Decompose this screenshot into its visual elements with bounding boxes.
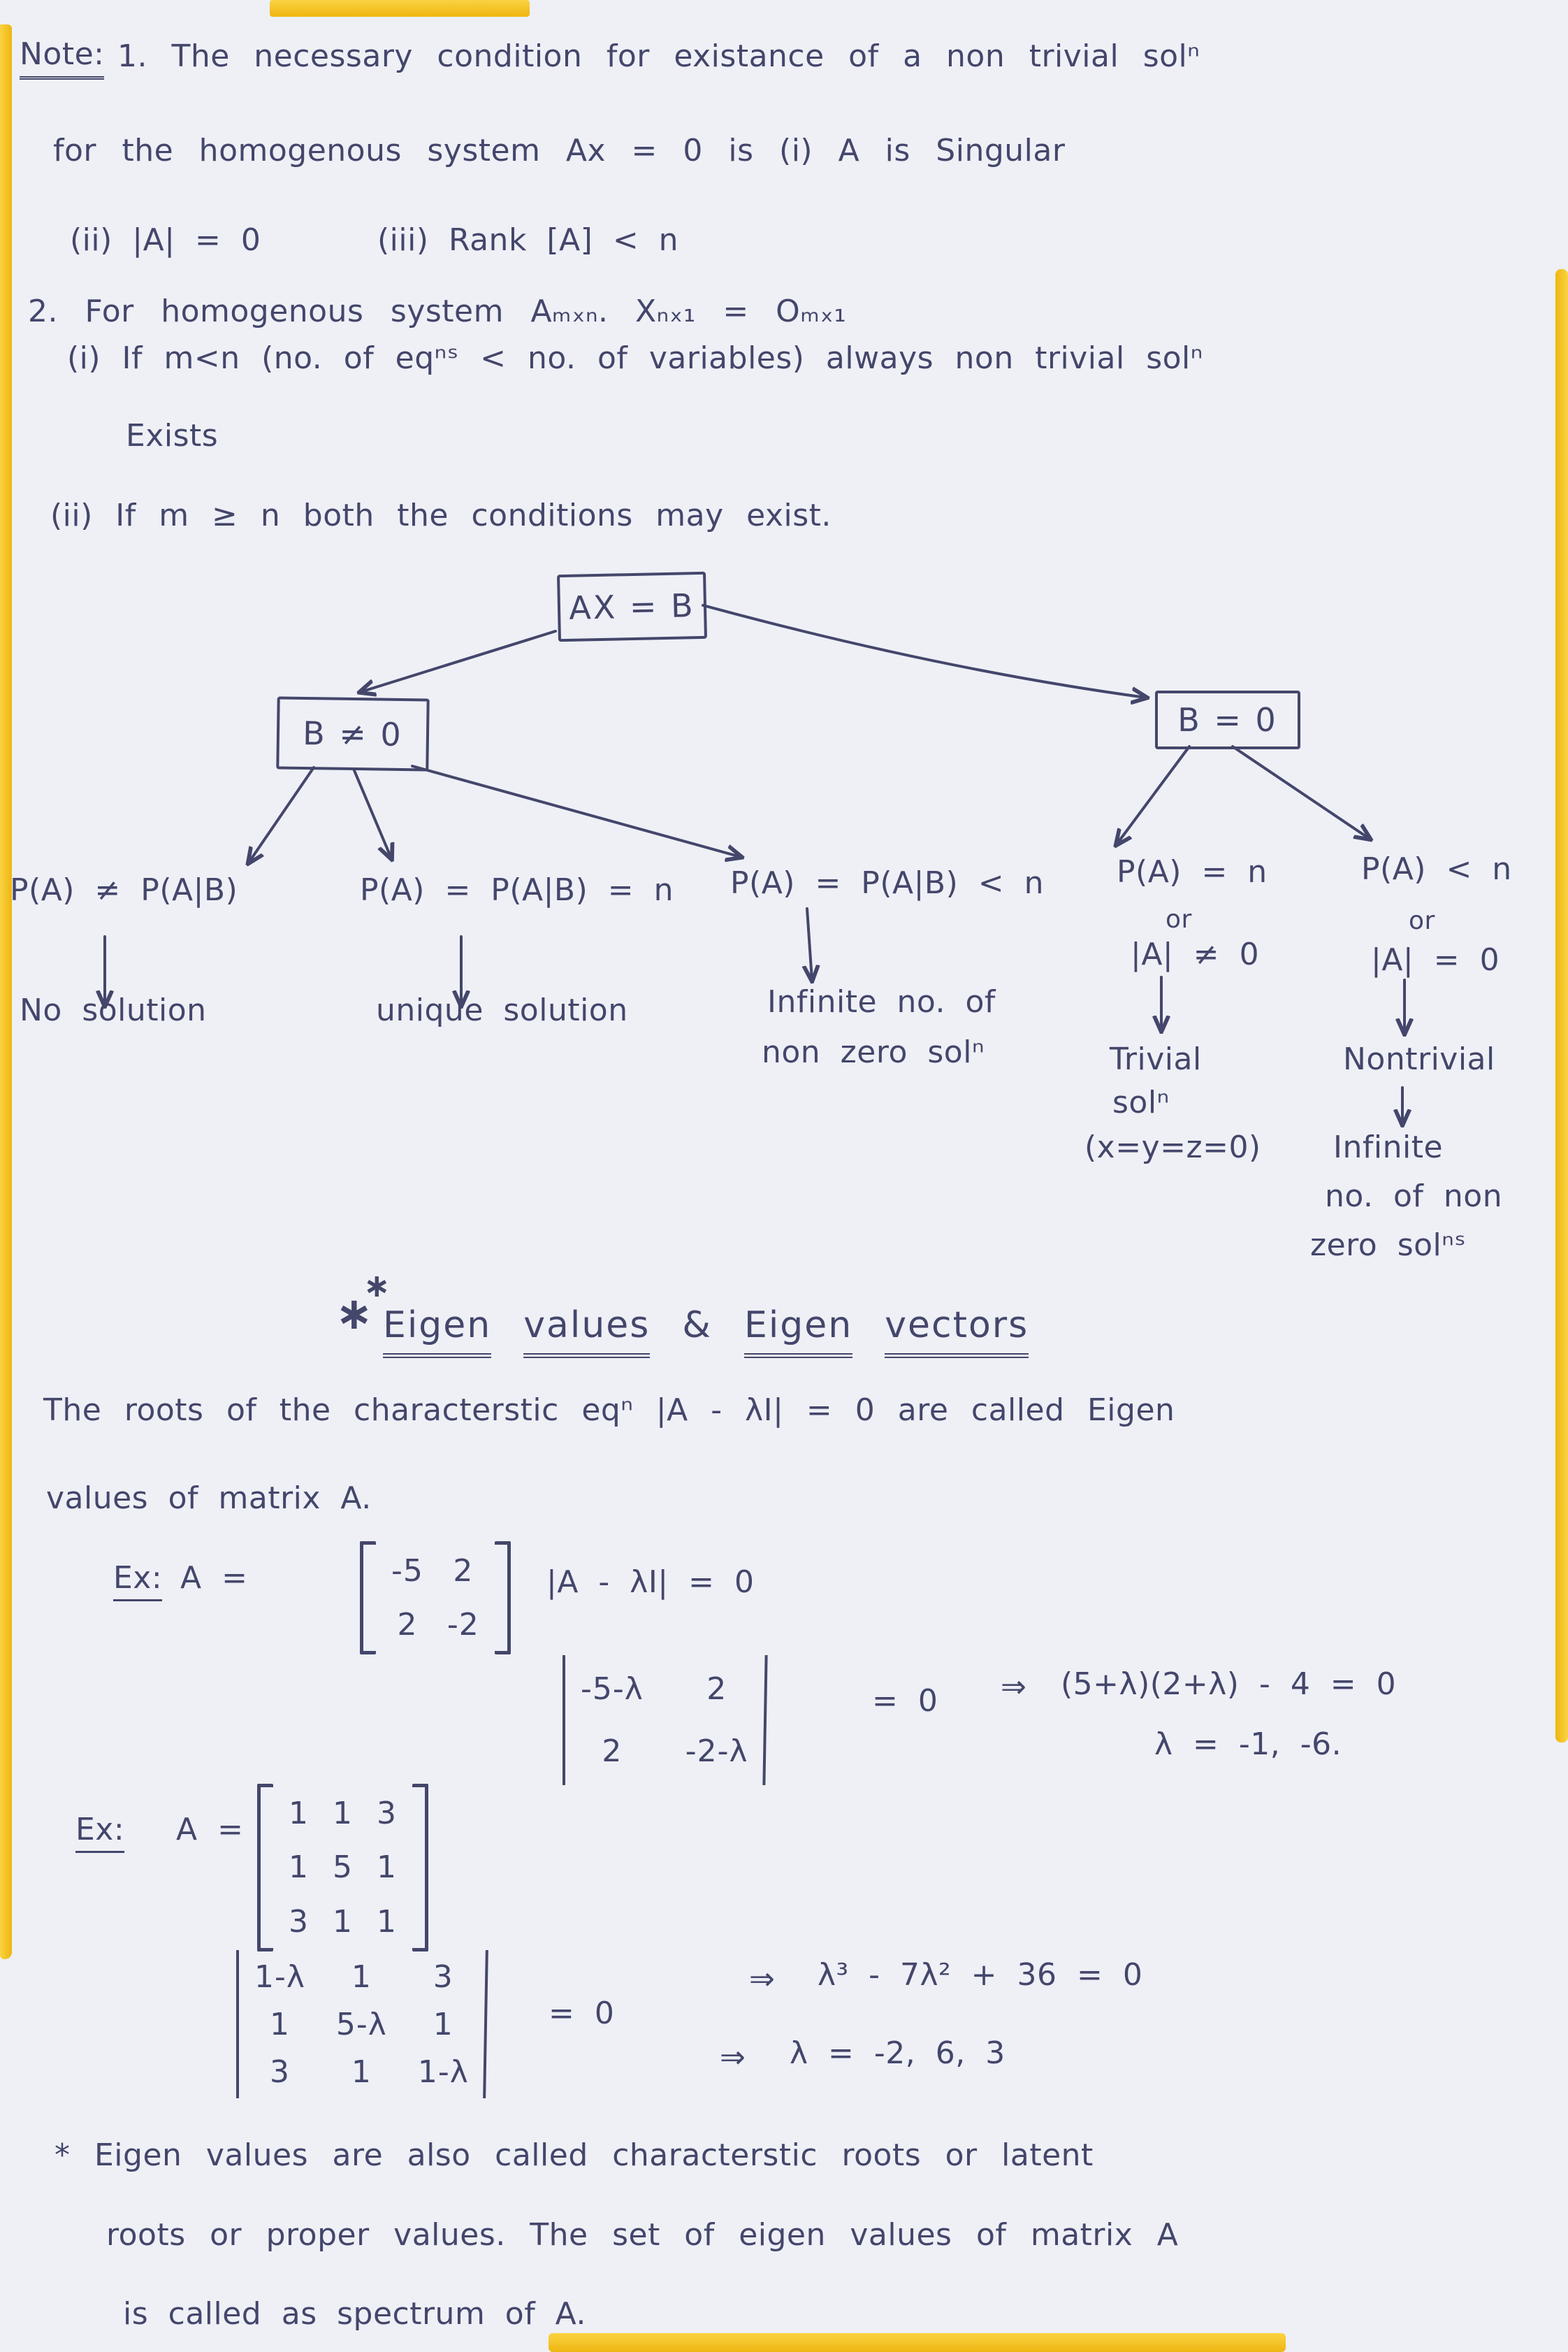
- heading-word: vectors: [885, 1304, 1029, 1358]
- note-line-2: for the homogenous system Ax = 0 is (i) A is Singular: [53, 133, 1066, 168]
- determinant-cells: [239, 1950, 484, 2098]
- example1-determinant-equals: = 0: [872, 1683, 938, 1719]
- nontrivial-solution-line2: Infinite: [1333, 1130, 1444, 1165]
- branch1-result: No solution: [20, 993, 207, 1028]
- heading-word: Eigen: [744, 1304, 852, 1358]
- determinant-cell: 1-λ: [417, 2054, 469, 2090]
- matrix-cell: 3: [289, 1903, 309, 1940]
- example2-label: Ex:: [75, 1812, 124, 1853]
- example1-label: Ex:: [113, 1560, 162, 1601]
- matrix-cell: 1: [333, 1903, 353, 1940]
- determinant-cell: -5-λ: [581, 1671, 644, 1707]
- note-item-2ii: (ii) If m ≥ n both the conditions may exist.: [50, 498, 832, 533]
- matrix-cell: 5: [333, 1849, 353, 1886]
- note-item-2i: (i) If m<n (no. of eqⁿˢ < no. of variables) always non trivial solⁿ: [67, 340, 1203, 376]
- matrix-cell: 1: [289, 1796, 309, 1832]
- matrix-cell: -5: [391, 1553, 423, 1589]
- arrow-down-b3: [807, 909, 812, 980]
- highlight-top: [270, 0, 530, 17]
- matrix-bracket-right: [412, 1784, 428, 1951]
- note-line-3a: (ii) |A| = 0: [70, 222, 261, 258]
- flowchart-b-nonzero-box: B ≠ 0: [276, 696, 429, 771]
- matrix-cells: [376, 1541, 495, 1654]
- flowchart-b-zero-box: B = 0: [1155, 691, 1300, 749]
- determinant-cell: 1-λ: [254, 1958, 305, 1995]
- matrix-bracket-left: [360, 1541, 376, 1654]
- example2-implies2-icon: ⇒: [720, 2040, 746, 2075]
- arrow-root-to-bneq0: [361, 631, 556, 692]
- example2-matrix: [257, 1784, 428, 1951]
- footnote-line1: * Eigen values are also called characterstic roots or latent: [55, 2137, 1094, 2173]
- right-branch2-condition2: |A| = 0: [1371, 942, 1500, 978]
- example1-eigenvalues: λ = -1, -6.: [1154, 1726, 1342, 1762]
- example1-lhs: A =: [180, 1560, 248, 1596]
- arrow-beq0-to-r2: [1233, 746, 1370, 839]
- determinant-cell: 1: [269, 2006, 290, 2042]
- example1-char-equation: |A - λI| = 0: [546, 1564, 755, 1600]
- determinant-cells: [565, 1655, 764, 1785]
- matrix-bracket-right: [495, 1541, 511, 1654]
- footnote-line3: is called as spectrum of A.: [123, 2296, 586, 2332]
- determinant-cell: 1: [351, 1958, 372, 1995]
- heading-word: Eigen: [383, 1304, 491, 1358]
- arrow-bneq0-to-b2: [354, 769, 391, 858]
- branch2-result: unique solution: [376, 993, 628, 1028]
- example2-char-polynomial: λ³ - 7λ² + 36 = 0: [818, 1957, 1143, 1993]
- eigen-heading: [383, 1304, 1029, 1358]
- note-line-1: 1. The necessary condition for existance of a non trivial solⁿ: [117, 38, 1200, 74]
- determinant-cell: 1: [351, 2054, 372, 2090]
- matrix-cell: -2: [447, 1607, 479, 1643]
- right-branch1-condition: P(A) = n: [1117, 854, 1268, 890]
- note-label: Note:: [20, 36, 104, 80]
- heading-star-icon: ∗: [335, 1288, 374, 1340]
- determinant-cell: 3: [269, 2054, 290, 2090]
- determinant-cell: 1: [433, 2006, 453, 2042]
- example2-lhs: A =: [176, 1812, 244, 1847]
- right-branch2-condition: P(A) < n: [1361, 851, 1512, 887]
- trivial-solution-line2: solⁿ: [1112, 1085, 1170, 1120]
- highlight-right-edge: [1555, 269, 1568, 1743]
- determinant-cell: 5-λ: [335, 2006, 387, 2042]
- arrow-beq0-to-r1: [1117, 746, 1189, 844]
- flowchart-root-box: AX = B: [557, 572, 707, 642]
- nontrivial-solution-line1: Nontrivial: [1343, 1041, 1495, 1077]
- matrix-cell: 2: [453, 1553, 474, 1589]
- arrow-bneq0-to-b3: [412, 766, 741, 857]
- example2-determinant-equals: = 0: [549, 1996, 615, 2031]
- right-branch2-or: or: [1409, 907, 1435, 935]
- heading-ampersand: &: [682, 1304, 712, 1346]
- branch3-condition: P(A) = P(A|B) < n: [730, 865, 1045, 901]
- example2-eigenvalues: λ = -2, 6, 3: [790, 2035, 1006, 2071]
- branch3-result-line1: Infinite no. of: [767, 984, 996, 1020]
- right-branch1-condition2: |A| ≠ 0: [1131, 937, 1260, 972]
- matrix-cell: 1: [377, 1903, 397, 1940]
- nontrivial-solution-line3: no. of non: [1325, 1178, 1503, 1214]
- example1-implies-icon: ⇒: [1001, 1669, 1027, 1705]
- branch3-result-line2: non zero solⁿ: [762, 1034, 985, 1070]
- right-branch1-or: or: [1166, 905, 1192, 934]
- arrow-bneq0-to-b1: [249, 767, 314, 863]
- matrix-cell: 1: [333, 1796, 353, 1832]
- matrix-bracket-left: [257, 1784, 273, 1951]
- nontrivial-solution-line4: zero solⁿˢ: [1310, 1227, 1467, 1263]
- determinant-cell: -2-λ: [685, 1733, 748, 1769]
- trivial-solution-line1: Trivial: [1110, 1041, 1202, 1077]
- highlight-left-edge: [0, 24, 12, 1959]
- matrix-cell: 1: [289, 1849, 309, 1886]
- branch2-condition: P(A) = P(A|B) = n: [360, 872, 674, 908]
- matrix-cell: 3: [377, 1796, 397, 1832]
- note-item-2: 2. For homogenous system Aₘₓₙ. Xₙₓ₁ = Oₘₓ₁: [28, 294, 847, 329]
- example2-implies1-icon: ⇒: [749, 1961, 776, 1997]
- matrix-cell: 2: [397, 1607, 418, 1643]
- eigen-intro-line2: values of matrix A.: [46, 1480, 372, 1516]
- branch1-condition: P(A) ≠ P(A|B): [10, 872, 238, 908]
- matrix-cell: 1: [377, 1849, 397, 1886]
- highlight-bottom: [549, 2333, 1286, 2352]
- heading-star2-icon: ∗: [363, 1267, 391, 1304]
- example1-matrix: [360, 1541, 511, 1654]
- determinant-cell: 2: [602, 1733, 623, 1769]
- heading-word: values: [523, 1304, 650, 1358]
- eigen-intro-line1: The roots of the characterstic eqⁿ |A - λI| = 0 are called Eigen: [43, 1392, 1175, 1428]
- example1-determinant: [562, 1655, 767, 1785]
- note-item-2i-cont: Exists: [126, 418, 219, 454]
- determinant-cell: 3: [433, 1958, 453, 1995]
- matrix-cells: [273, 1784, 412, 1951]
- note-line-3b: (iii) Rank [A] < n: [377, 222, 679, 258]
- example2-determinant: [236, 1950, 487, 2098]
- arrow-root-to-beq0: [703, 605, 1146, 698]
- footnote-line2: roots or proper values. The set of eigen values of matrix A: [106, 2217, 1179, 2253]
- example1-expansion: (5+λ)(2+λ) - 4 = 0: [1061, 1666, 1397, 1702]
- determinant-cell: 2: [706, 1671, 727, 1707]
- trivial-solution-line3: (x=y=z=0): [1084, 1130, 1261, 1165]
